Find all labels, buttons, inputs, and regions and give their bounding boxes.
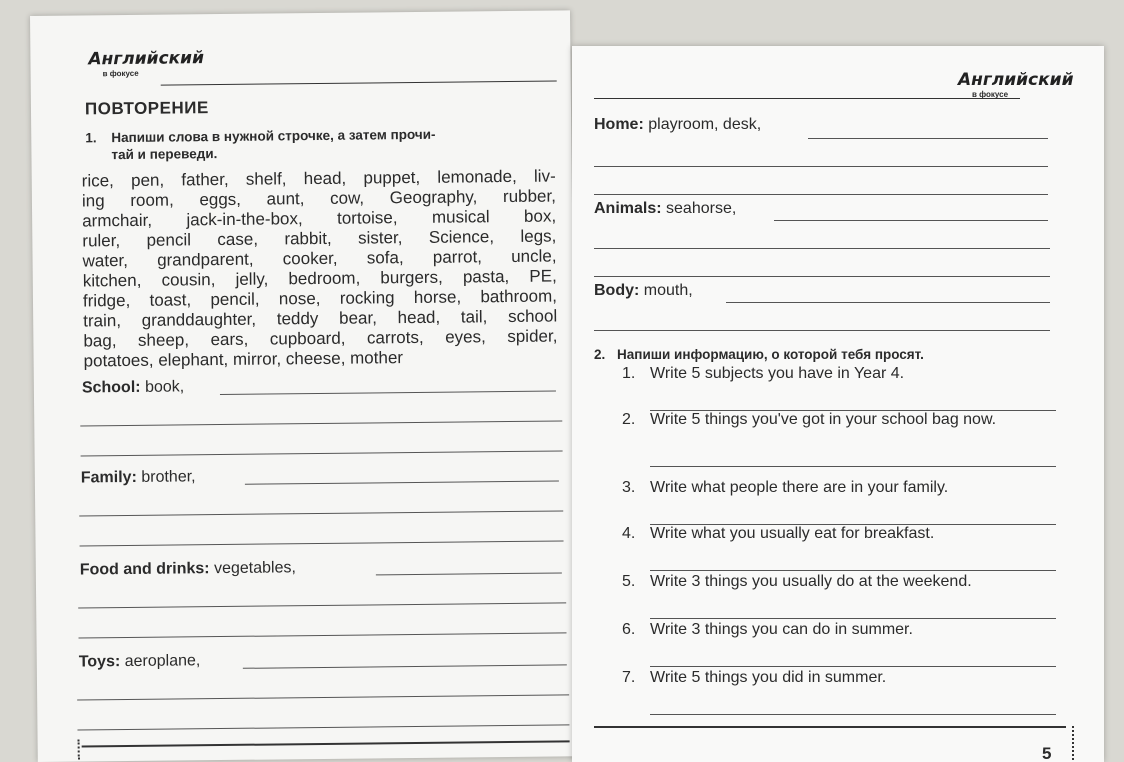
- category-example: seahorse,: [666, 200, 737, 217]
- answer-line[interactable]: [594, 276, 1050, 277]
- category-label: School:: [81, 378, 141, 397]
- category-family: [81, 468, 196, 487]
- answer-line[interactable]: [650, 618, 1056, 619]
- question-number: 1.: [622, 365, 636, 382]
- logo-sub-text: в фокусе: [972, 90, 1009, 99]
- category-home: [594, 116, 761, 134]
- task-2-number: 2.: [594, 347, 606, 362]
- word-list-line: bag, sheep, ears, cupboard, carrots, eyes, spider,: [83, 326, 558, 351]
- question-number: 7.: [622, 669, 636, 686]
- question-text: Write what you usually eat for breakfast.: [650, 525, 935, 542]
- answer-line[interactable]: [594, 248, 1050, 249]
- question-number: 5.: [622, 573, 636, 590]
- task-1-instructions: [85, 124, 561, 163]
- answer-line[interactable]: [220, 391, 556, 396]
- answer-line[interactable]: [79, 510, 563, 516]
- category-school: [82, 378, 184, 397]
- question-number: 2.: [622, 411, 636, 428]
- task-1-number: 1.: [85, 130, 97, 146]
- question-text: Write 3 things you can do in summer.: [650, 621, 913, 638]
- question-number: 4.: [622, 525, 636, 542]
- question-text: Write 5 subjects you have in Year 4.: [650, 365, 905, 382]
- answer-line[interactable]: [81, 450, 563, 456]
- footer-rule: [594, 726, 1066, 728]
- cut-line-dots: [1072, 726, 1074, 760]
- category-example: book,: [144, 378, 185, 396]
- right-page: [572, 46, 1104, 762]
- answer-line[interactable]: [80, 420, 562, 426]
- answer-line[interactable]: [726, 302, 1050, 303]
- answer-line[interactable]: [80, 540, 564, 546]
- answer-line[interactable]: [594, 166, 1048, 167]
- question-text: Write what people there are in your family.: [650, 479, 949, 496]
- left-page: [30, 10, 578, 762]
- category-label: Family:: [80, 468, 137, 487]
- category-label: Body:: [594, 282, 640, 299]
- word-list-line: potatoes, elephant, mirror, cheese, mother: [83, 348, 404, 371]
- answer-line[interactable]: [245, 480, 559, 484]
- category-example: brother,: [141, 468, 196, 486]
- series-logo: [958, 70, 1074, 99]
- page-title: ПОВТОРЕНИЕ: [84, 98, 209, 119]
- answer-line[interactable]: [650, 570, 1056, 571]
- word-list-line: rice, pen, father, shelf, head, puppet, lemonade, liv-: [81, 166, 556, 191]
- category-example: mouth,: [643, 282, 693, 299]
- category-label: Home:: [594, 116, 644, 133]
- task-1-line-2: тай и переведи.: [111, 146, 218, 163]
- category-example: vegetables,: [213, 559, 296, 578]
- word-list-line: ing room, eggs, aunt, cow, Geography, rubber,: [81, 186, 557, 211]
- question-text: Write 3 things you usually do at the weekend.: [650, 573, 972, 590]
- category-example: aeroplane,: [124, 652, 201, 671]
- logo-main-text: Английский: [958, 70, 1074, 90]
- task-1-line-1: Напиши слова в нужной строчке, а затем прочи-: [111, 126, 436, 146]
- answer-line[interactable]: [376, 572, 562, 575]
- answer-line[interactable]: [808, 138, 1048, 139]
- word-list-line: ruler, pencil case, rabbit, sister, Science, legs,: [82, 226, 557, 251]
- question-item: [622, 410, 1062, 470]
- header-rule: [594, 98, 1020, 99]
- answer-line[interactable]: [77, 694, 569, 700]
- category-body: [594, 282, 693, 300]
- header-rule: [161, 80, 557, 85]
- category-label: Food and drinks:: [79, 560, 210, 579]
- question-number: 3.: [622, 479, 636, 496]
- category-animals: [594, 200, 736, 218]
- answer-line[interactable]: [243, 664, 567, 668]
- question-text: Write 5 things you did in summer.: [650, 669, 887, 686]
- page-number: 5: [1042, 744, 1052, 762]
- question-text: Write 5 things you've got in your school bag now.: [650, 411, 997, 428]
- category-label: Animals:: [594, 200, 662, 217]
- category-example: playroom, desk,: [648, 116, 762, 133]
- category-toys: [79, 652, 201, 671]
- word-list-line: kitchen, cousin, jelly, bedroom, burgers, pasta, PE,: [82, 266, 557, 291]
- logo-sub-text: в фокусе: [102, 68, 139, 79]
- answer-line[interactable]: [77, 724, 569, 730]
- word-list-line: armchair, jack-in-the-box, tortoise, musical box,: [82, 206, 557, 231]
- answer-line[interactable]: [594, 194, 1048, 195]
- word-list-line: fridge, toast, pencil, nose, rocking horse, bathroom,: [82, 286, 558, 311]
- word-list-line: train, granddaughter, teddy bear, head, tail, school: [83, 306, 558, 331]
- footer-rule: [82, 740, 570, 747]
- answer-line[interactable]: [594, 330, 1050, 331]
- answer-line[interactable]: [650, 466, 1056, 467]
- logo-main-text: Английский: [88, 48, 205, 70]
- answer-line[interactable]: [78, 602, 566, 608]
- task-2-instructions: [594, 346, 1074, 363]
- cut-line-dots: [78, 740, 80, 760]
- category-food-and-drinks: [80, 559, 296, 579]
- answer-line[interactable]: [650, 714, 1056, 715]
- question-number: 6.: [622, 621, 636, 638]
- category-label: Toys:: [78, 653, 121, 671]
- answer-line[interactable]: [774, 220, 1048, 221]
- answer-line[interactable]: [79, 632, 567, 638]
- answer-line[interactable]: [650, 666, 1056, 667]
- series-logo: [88, 48, 204, 78]
- word-list: [82, 167, 558, 372]
- word-list-line: water, grandparent, cooker, sofa, parrot, uncle,: [82, 246, 557, 271]
- question-item: [622, 668, 1062, 728]
- task-2-text: Напиши информацию, о которой тебя просят.: [617, 347, 924, 362]
